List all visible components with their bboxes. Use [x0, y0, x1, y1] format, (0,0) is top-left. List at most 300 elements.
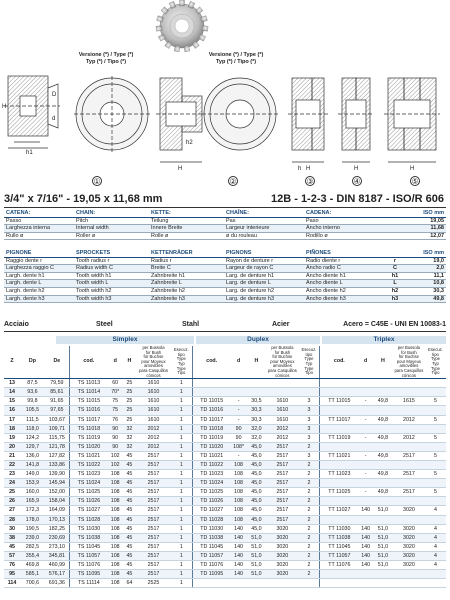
- figure-number-1: ①: [93, 177, 101, 186]
- table-cell: TD 11045: [192, 542, 230, 551]
- table-cell: 2012: [266, 424, 298, 433]
- table-cell: 2517: [136, 479, 171, 488]
- table-cell: [373, 442, 393, 451]
- table-cell: 140: [231, 551, 247, 560]
- table-cell: [358, 497, 373, 506]
- table-cell: 108: [108, 561, 123, 570]
- table-row: [4, 488, 446, 497]
- table-cell: 2525: [136, 579, 171, 588]
- table-cell: [425, 424, 446, 433]
- table-cell: 49,8: [373, 415, 393, 424]
- table-cell: [425, 579, 446, 588]
- table-cell: 3: [298, 415, 320, 424]
- table-cell: 108: [108, 533, 123, 542]
- sprocket-spec-row: Larghezza raggio C Radius width C Breite C Largeur de rayon C Ancho radio C C 2,0: [6, 265, 444, 272]
- table-cell: 1: [171, 406, 193, 415]
- table-cell: [320, 461, 358, 470]
- table-cell: [358, 579, 373, 588]
- table-cell: [320, 570, 358, 579]
- drawing-label-D: D: [52, 92, 57, 98]
- table-row: [4, 542, 446, 551]
- table-cell: 2: [298, 570, 320, 579]
- table-cell: TS 11023: [69, 470, 107, 479]
- table-cell: TD 11038: [192, 533, 230, 542]
- table-cell: TD 11030: [192, 524, 230, 533]
- drawing-label-h3: h: [298, 166, 302, 172]
- table-cell: 2012: [136, 424, 171, 433]
- table-cell: 1610: [136, 415, 171, 424]
- table-cell: 45,0: [247, 524, 267, 533]
- col-triplex-cod: cod.: [320, 346, 358, 379]
- table-cell: [358, 515, 373, 524]
- table-cell: 178,0: [20, 515, 45, 524]
- table-cell: 140: [231, 542, 247, 551]
- table-cell: TT 11057: [320, 551, 358, 560]
- table-cell: TD 11022: [192, 461, 230, 470]
- table-cell: 45,0: [247, 470, 267, 479]
- table-cell: 2: [298, 488, 320, 497]
- material-it: Acciaio: [4, 321, 29, 328]
- col-duplex-cod: cod.: [192, 346, 230, 379]
- table-cell: 51,0: [247, 561, 267, 570]
- chain-standard-title: 12B - 1-2-3 - DIN 8187 - ISO/R 606: [270, 193, 444, 205]
- table-cell: 108*: [231, 442, 247, 451]
- table-cell: 95: [4, 570, 20, 579]
- table-cell: [320, 579, 358, 588]
- table-cell: -: [358, 451, 373, 460]
- table-cell: 115,75: [45, 433, 70, 442]
- table-cell: [373, 379, 393, 388]
- table-cell: [393, 379, 425, 388]
- sprocket-spec-row: Largh. dente h3 Tooth width h3 Zahnbreite h3 Larg. de denture h3 Ancho diente h3 h3 49,8: [6, 295, 444, 302]
- table-cell: TS 11114: [69, 579, 107, 588]
- table-cell: 1: [171, 533, 193, 542]
- table-cell: [320, 379, 358, 388]
- table-cell: [298, 388, 320, 397]
- table-cell: 2517: [266, 470, 298, 479]
- table-cell: TS 11017: [69, 415, 107, 424]
- table-cell: TT 11019: [320, 433, 358, 442]
- table-cell: 1: [171, 551, 193, 560]
- table-cell: 45,0: [247, 488, 267, 497]
- table-cell: 3: [298, 433, 320, 442]
- table-cell: TS 11027: [69, 506, 107, 515]
- table-row: [4, 470, 446, 479]
- material-es: Acero = C45E - UNI EN 10083-1: [343, 321, 446, 328]
- table-cell: 45: [123, 506, 137, 515]
- sprocket-spec-row: Largh. dente L Tooth width L Zahnbreite L Larg. de denture L Ancho diente L L 10,8: [6, 280, 444, 287]
- table-cell: [320, 479, 358, 488]
- table-cell: 28: [4, 515, 20, 524]
- table-cell: TD 11024: [192, 479, 230, 488]
- table-cell: [247, 388, 267, 397]
- table-cell: -: [358, 415, 373, 424]
- table-cell: -: [358, 470, 373, 479]
- table-cell: [425, 388, 446, 397]
- table-row: [4, 379, 446, 388]
- table-cell: 2012: [136, 433, 171, 442]
- table-cell: 5: [425, 397, 446, 406]
- table-cell: [393, 479, 425, 488]
- table-cell: 1: [171, 479, 193, 488]
- table-cell: 2517: [266, 497, 298, 506]
- table-cell: [266, 379, 298, 388]
- table-cell: 45: [123, 542, 137, 551]
- table-cell: [231, 579, 247, 588]
- table-cell: 4: [425, 533, 446, 542]
- table-cell: 108: [231, 479, 247, 488]
- table-cell: TD 11057: [192, 551, 230, 560]
- table-cell: [247, 379, 267, 388]
- table-cell: 30,3: [247, 415, 267, 424]
- table-cell: TD 11023: [192, 470, 230, 479]
- table-cell: 114: [4, 579, 20, 588]
- table-cell: 90: [231, 424, 247, 433]
- table-cell: 145,94: [45, 479, 70, 488]
- drawing-label-h2: h2: [186, 140, 193, 146]
- table-cell: 19: [4, 433, 20, 442]
- table-cell: TT 11025: [320, 488, 358, 497]
- table-cell: [393, 570, 425, 579]
- table-cell: 2517: [136, 524, 171, 533]
- table-cell: 140: [231, 533, 247, 542]
- table-cell: 1610: [136, 406, 171, 415]
- technical-drawings: [0, 66, 450, 184]
- table-cell: 108: [108, 470, 123, 479]
- sprocket-spec-table: [4, 250, 446, 303]
- table-cell: TD 11095: [192, 570, 230, 579]
- table-cell: 87,5: [20, 379, 45, 388]
- table-cell: [425, 442, 446, 451]
- table-cell: 79,59: [45, 379, 70, 388]
- table-cell: [192, 579, 230, 588]
- table-cell: 27: [4, 506, 20, 515]
- table-cell: 239,0: [20, 533, 45, 542]
- drawing-label-h1: h1: [26, 150, 33, 156]
- table-cell: 172,3: [20, 506, 45, 515]
- table-cell: 2517: [136, 470, 171, 479]
- table-cell: [373, 515, 393, 524]
- table-cell: 51,0: [373, 533, 393, 542]
- table-cell: 2517: [266, 488, 298, 497]
- table-cell: [358, 388, 373, 397]
- table-cell: 45: [123, 479, 137, 488]
- table-cell: 1610: [266, 406, 298, 415]
- table-cell: 5: [425, 433, 446, 442]
- table-cell: 108: [108, 515, 123, 524]
- table-cell: [373, 388, 393, 397]
- table-row: [4, 451, 446, 460]
- table-cell: 1: [171, 397, 193, 406]
- table-cell: TS 11022: [69, 461, 107, 470]
- table-cell: 1: [171, 506, 193, 515]
- col-triplex-d: d: [358, 346, 373, 379]
- table-cell: 90: [108, 433, 123, 442]
- col-triplex-h: H: [373, 346, 393, 379]
- table-cell: 25: [123, 379, 137, 388]
- table-cell: TT 11045: [320, 542, 358, 551]
- table-cell: -: [231, 451, 247, 460]
- table-cell: 15: [4, 397, 20, 406]
- table-cell: 49,8: [373, 470, 393, 479]
- figure-number-3: ③: [306, 177, 314, 186]
- table-cell: 182,25: [45, 524, 70, 533]
- table-row: [4, 515, 446, 524]
- table-cell: [393, 497, 425, 506]
- table-cell: 1: [171, 524, 193, 533]
- table-cell: 153,9: [20, 479, 45, 488]
- chain-size-title: 3/4" x 7/16" - 19,05 x 11,68 mm: [4, 193, 163, 205]
- table-cell: 99,8: [20, 397, 45, 406]
- table-cell: 2517: [266, 479, 298, 488]
- table-cell: 51,0: [247, 542, 267, 551]
- table-cell: 4: [425, 542, 446, 551]
- table-cell: [425, 479, 446, 488]
- table-cell: 2517: [266, 506, 298, 515]
- table-cell: [373, 579, 393, 588]
- table-cell: TT 11027: [320, 506, 358, 515]
- chain-spec-row: Rullo ø Roller ø Rolle ø ø du rouleau Rodillo ø 12,07: [6, 232, 444, 239]
- table-cell: [320, 515, 358, 524]
- table-cell: 141,8: [20, 461, 45, 470]
- table-cell: 1: [171, 433, 193, 442]
- table-cell: 49,8: [373, 433, 393, 442]
- table-cell: 32: [123, 433, 137, 442]
- table-cell: 51,0: [373, 524, 393, 533]
- table-cell: 76: [4, 561, 20, 570]
- table-cell: [393, 442, 425, 451]
- chain-spec-row: Passo Pitch Teilung Pas Paso 19,05: [6, 217, 444, 224]
- table-cell: 118,0: [20, 424, 45, 433]
- table-cell: 60: [108, 379, 123, 388]
- table-row: [4, 415, 446, 424]
- group-triplex: Triplex: [322, 336, 446, 344]
- table-cell: 23: [4, 470, 20, 479]
- table-cell: 158,04: [45, 497, 70, 506]
- table-cell: 124,2: [20, 433, 45, 442]
- table-cell: TS 11014: [69, 388, 107, 397]
- drawing-label-H5: H: [410, 166, 415, 172]
- table-cell: 90: [108, 442, 123, 451]
- table-cell: TS 11045: [69, 542, 107, 551]
- table-cell: 102: [108, 451, 123, 460]
- col-simplex-exec: Esecuz. tipo Type Typ Type Tipo: [171, 346, 193, 379]
- table-cell: 1: [171, 579, 193, 588]
- figure-3-drawing: [288, 78, 330, 162]
- table-cell: TS 11024: [69, 479, 107, 488]
- table-cell: 108: [108, 579, 123, 588]
- table-cell: 3020: [266, 561, 298, 570]
- table-cell: -: [231, 415, 247, 424]
- table-cell: 1610: [266, 397, 298, 406]
- table-cell: 45: [123, 470, 137, 479]
- table-cell: 30,5: [247, 397, 267, 406]
- table-cell: [358, 461, 373, 470]
- table-cell: 2012: [393, 433, 425, 442]
- col-de: De: [45, 346, 70, 379]
- table-cell: 3020: [393, 533, 425, 542]
- table-cell: 152,00: [45, 488, 70, 497]
- col-duplex-h: H: [247, 346, 267, 379]
- figure-5-drawing: [384, 78, 440, 162]
- table-cell: 2517: [266, 515, 298, 524]
- table-row: [4, 397, 446, 406]
- table-cell: 585,1: [20, 570, 45, 579]
- table-cell: 3: [298, 406, 320, 415]
- table-cell: [358, 570, 373, 579]
- table-cell: 2: [298, 524, 320, 533]
- table-cell: 3: [298, 397, 320, 406]
- table-cell: 1: [171, 542, 193, 551]
- table-cell: 32,0: [247, 433, 267, 442]
- table-row: [4, 442, 446, 451]
- table-cell: 2517: [393, 451, 425, 460]
- table-cell: 24: [4, 479, 20, 488]
- table-cell: TT 11017: [320, 415, 358, 424]
- table-cell: 5: [425, 415, 446, 424]
- table-cell: 1610: [266, 415, 298, 424]
- sprocket-spec-row: Largh. dente h2 Tooth width h2 Zahnbreite h2 Larg. de denture h2 Ancho diente h2 h2 30,3: [6, 287, 444, 294]
- table-cell: TD 11025: [192, 488, 230, 497]
- figure-1-drawing: [4, 76, 60, 148]
- table-cell: 108: [231, 461, 247, 470]
- table-cell: 45,0: [247, 506, 267, 515]
- table-cell: 2517: [266, 442, 298, 451]
- col-dp: Dp: [20, 346, 45, 379]
- table-cell: 2012: [136, 442, 171, 451]
- table-cell: [192, 388, 230, 397]
- table-cell: 75: [108, 406, 123, 415]
- table-cell: [358, 379, 373, 388]
- table-cell: 102: [108, 461, 123, 470]
- table-cell: 70*: [108, 388, 123, 397]
- table-cell: [320, 442, 358, 451]
- col-simplex-d: d: [108, 346, 123, 379]
- table-cell: 45: [123, 561, 137, 570]
- table-cell: TT 11023: [320, 470, 358, 479]
- col-duplex-exec: Esecuz. tipo Type Typ Type Tipo: [298, 346, 320, 379]
- table-cell: 20: [4, 442, 20, 451]
- material-fr: Acier: [272, 321, 290, 328]
- sprocket-photo: [152, 0, 212, 52]
- table-cell: 85,61: [45, 388, 70, 397]
- table-cell: 51,0: [247, 570, 267, 579]
- table-cell: 91,65: [45, 397, 70, 406]
- table-cell: [266, 579, 298, 588]
- table-cell: [373, 479, 393, 488]
- table-row: [4, 433, 446, 442]
- sprocket-spec-row: Largh. dente h1 Tooth width h1 Zahnbreite h1 Larg. de denture h1 Ancho diente h1 h1 11,1: [6, 272, 444, 279]
- table-cell: 45: [123, 515, 137, 524]
- table-cell: [247, 579, 267, 588]
- table-cell: 190,5: [20, 524, 45, 533]
- table-cell: TT 11021: [320, 451, 358, 460]
- table-cell: 25: [4, 488, 20, 497]
- table-cell: 25: [123, 415, 137, 424]
- table-cell: [393, 515, 425, 524]
- table-cell: 140: [231, 570, 247, 579]
- table-cell: 108: [108, 570, 123, 579]
- table-cell: 2517: [393, 470, 425, 479]
- figure-number-2: ②: [229, 177, 237, 186]
- chain-spec-row: Larghezza interna Internal width Innere Breite Largeur interieure Ancho interno 11,68: [6, 225, 444, 232]
- table-cell: 3020: [266, 551, 298, 560]
- table-cell: TD 11028: [192, 515, 230, 524]
- table-cell: 3020: [266, 570, 298, 579]
- title-rule: [4, 207, 446, 208]
- table-cell: [358, 442, 373, 451]
- table-cell: 2: [298, 515, 320, 524]
- table-cell: [192, 379, 230, 388]
- table-cell: [320, 388, 358, 397]
- table-cell: TS 11028: [69, 515, 107, 524]
- table-cell: 2012: [393, 415, 425, 424]
- table-cell: 2012: [266, 433, 298, 442]
- table-cell: 133,86: [45, 461, 70, 470]
- table-cell: 13: [4, 379, 20, 388]
- table-cell: 140: [358, 542, 373, 551]
- table-cell: 108: [108, 497, 123, 506]
- table-cell: 2517: [136, 515, 171, 524]
- table-cell: TS 11018: [69, 424, 107, 433]
- table-row: [4, 561, 446, 570]
- table-cell: 2517: [266, 451, 298, 460]
- table-cell: TS 11020: [69, 442, 107, 451]
- table-cell: 355,4: [20, 551, 45, 560]
- table-cell: [320, 406, 358, 415]
- table-cell: [425, 515, 446, 524]
- table-cell: 108: [108, 488, 123, 497]
- table-cell: 108: [108, 479, 123, 488]
- group-duplex: Duplex: [196, 336, 320, 344]
- table-cell: 51,0: [373, 506, 393, 515]
- table-cell: 1: [171, 424, 193, 433]
- version-label-2: Versione (*) / Type (*) Typ (*) / Tipo (*): [208, 52, 264, 65]
- table-cell: [358, 424, 373, 433]
- table-cell: [393, 461, 425, 470]
- table-cell: [373, 497, 393, 506]
- table-cell: 160,0: [20, 488, 45, 497]
- table-cell: 64: [123, 579, 137, 588]
- table-cell: [393, 406, 425, 415]
- table-cell: 691,36: [45, 579, 70, 588]
- table-cell: -: [358, 397, 373, 406]
- version-label-1: Versione (*) / Type (*) Typ (*) / Tipo (*): [78, 52, 134, 65]
- table-cell: 2: [298, 542, 320, 551]
- chain-spec-table: [4, 210, 446, 240]
- col-simplex-cod: cod.: [69, 346, 107, 379]
- table-cell: 30: [4, 524, 20, 533]
- table-cell: 51,0: [373, 561, 393, 570]
- table-cell: [298, 579, 320, 588]
- col-simplex-bush: per Bussola for Bush für Buchse pour Moyeux amovibles para Casquillos cónicos: [136, 346, 171, 379]
- drawing-label-H3: H: [306, 166, 311, 172]
- figure-number-5: ⑤: [411, 177, 419, 186]
- col-triplex-bush: per Bussola for Bush für Buchse pour Moyeux amovibles para Casquillos cónicos: [394, 345, 424, 378]
- table-cell: TS 11038: [69, 533, 107, 542]
- table-cell: 49,8: [373, 397, 393, 406]
- table-cell: 345,81: [45, 551, 70, 560]
- table-cell: 103,67: [45, 415, 70, 424]
- table-cell: 49,8: [373, 488, 393, 497]
- table-cell: [425, 406, 446, 415]
- table-cell: 700,6: [20, 579, 45, 588]
- table-cell: TT 11015: [320, 397, 358, 406]
- table-cell: TD 11016: [192, 406, 230, 415]
- table-cell: 16: [4, 406, 20, 415]
- table-row: [4, 570, 446, 579]
- table-cell: 109,71: [45, 424, 70, 433]
